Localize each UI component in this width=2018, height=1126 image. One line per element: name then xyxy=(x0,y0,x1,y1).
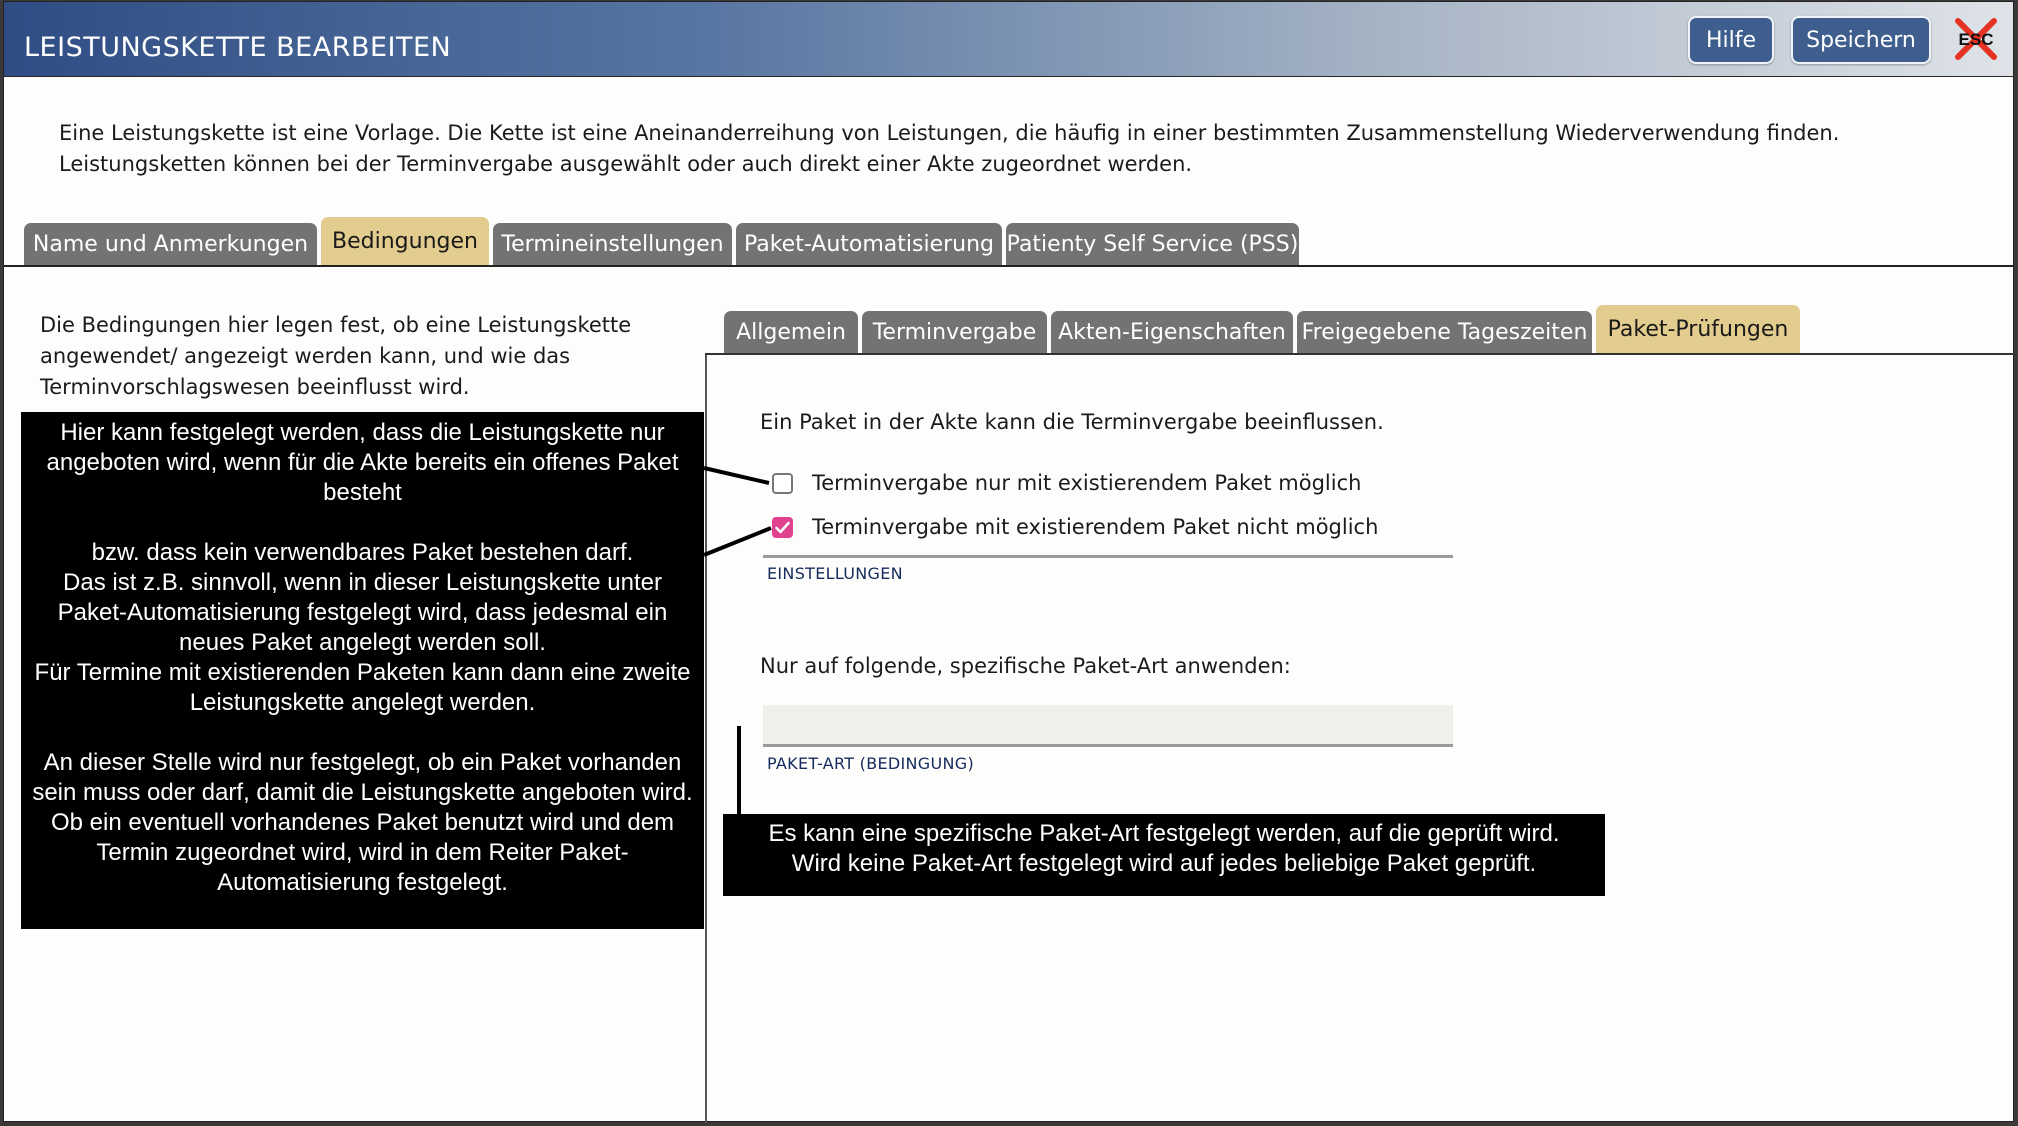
tab-paket-automatisierung[interactable]: Paket-Automatisierung xyxy=(736,223,1002,265)
tab-termineinstellungen[interactable]: Termineinstellungen xyxy=(493,223,732,265)
connector-option-forbidden xyxy=(704,528,771,555)
esc-label: ESC xyxy=(1958,30,1994,49)
subtab-freigegebene-tageszeiten[interactable]: Freigegebene Tageszeiten xyxy=(1297,311,1592,353)
packet-info-text: Ein Paket in der Akte kann die Terminvergabe beeinflussen. xyxy=(760,410,1384,434)
page-title: LEISTUNGSKETTE BEARBEITEN xyxy=(24,32,452,63)
settings-label: EINSTELLUNGEN xyxy=(767,564,903,583)
tab-name-und-anmerkungen[interactable]: Name und Anmerkungen xyxy=(24,223,317,265)
subtab-akten-eigenschaften[interactable]: Akten-Eigenschaften xyxy=(1051,311,1293,353)
subtab-paket-pruefungen[interactable]: Paket-Prüfungen xyxy=(1596,305,1800,353)
packet-type-label: PAKET-ART (BEDINGUNG) xyxy=(767,754,975,773)
option-existing-forbidden-label: Terminvergabe mit existierendem Paket nicht möglich xyxy=(812,515,1379,539)
subtab-terminvergabe[interactable]: Terminvergabe xyxy=(862,311,1047,353)
subtab-allgemein[interactable]: Allgemein xyxy=(724,311,858,353)
tab-bedingungen[interactable]: Bedingungen xyxy=(321,217,489,265)
intro-text: Eine Leistungskette ist eine Vorlage. Die Kette ist eine Aneinanderreihung von Leistungen, die häufig in einer bestimmten Zusammenstellung Wiederverwendung finden. Leistungsketten können bei der Terminvergabe ausgewählt oder auch direkt einer Akte zugeordnet werden. xyxy=(59,121,1840,176)
annotation-right: Es kann eine spezifische Paket-Art festgelegt werden, auf die geprüft wird. Wird keine Paket-Art festgelegt wird auf jedes beliebige Paket geprüft. xyxy=(723,814,1605,896)
option-existing-required-label: Terminvergabe nur mit existierendem Paket möglich xyxy=(812,471,1362,495)
dialog-window xyxy=(3,1,2014,1122)
connector-option-required xyxy=(704,468,769,483)
help-button[interactable]: Hilfe xyxy=(1688,16,1774,64)
save-button[interactable]: Speichern xyxy=(1791,16,1931,64)
packet-type-prompt: Nur auf folgende, spezifische Paket-Art anwenden: xyxy=(760,654,1291,678)
annotation-connectors xyxy=(4,2,2015,1123)
annotation-left: Hier kann festgelegt werden, dass die Leistungskette nur angeboten wird, wenn für die Akte bereits ein offenes Paket besteht bzw. dass kein verwendbares Paket bestehen darf. Das ist z.B. sinnvoll, wenn in dieser Leistungskette unter Paket-Automatisierung festgelegt wird, dass jedesmal ein neues Paket angelegt werden soll. Für Termine mit existierenden Paketen kann dann eine zweite Leistungskette angelegt werden. An dieser Stelle wird nur festgelegt, ob ein Paket vorhanden sein muss oder darf, damit die Leistungskette angeboten wird. Ob ein eventuell vorhandenes Paket benutzt wird und dem Termin zugeordnet wird, wird in dem Reiter Paket-Automatisierung festgelegt. xyxy=(21,412,704,929)
tab-patienty-self-service[interactable]: Patienty Self Service (PSS) xyxy=(1006,223,1299,265)
conditions-description: Die Bedingungen hier legen fest, ob eine Leistungskette angewendet/ angezeigt werden kann, und wie das Terminvorschlagswesen beeinflusst wird. xyxy=(40,313,632,399)
